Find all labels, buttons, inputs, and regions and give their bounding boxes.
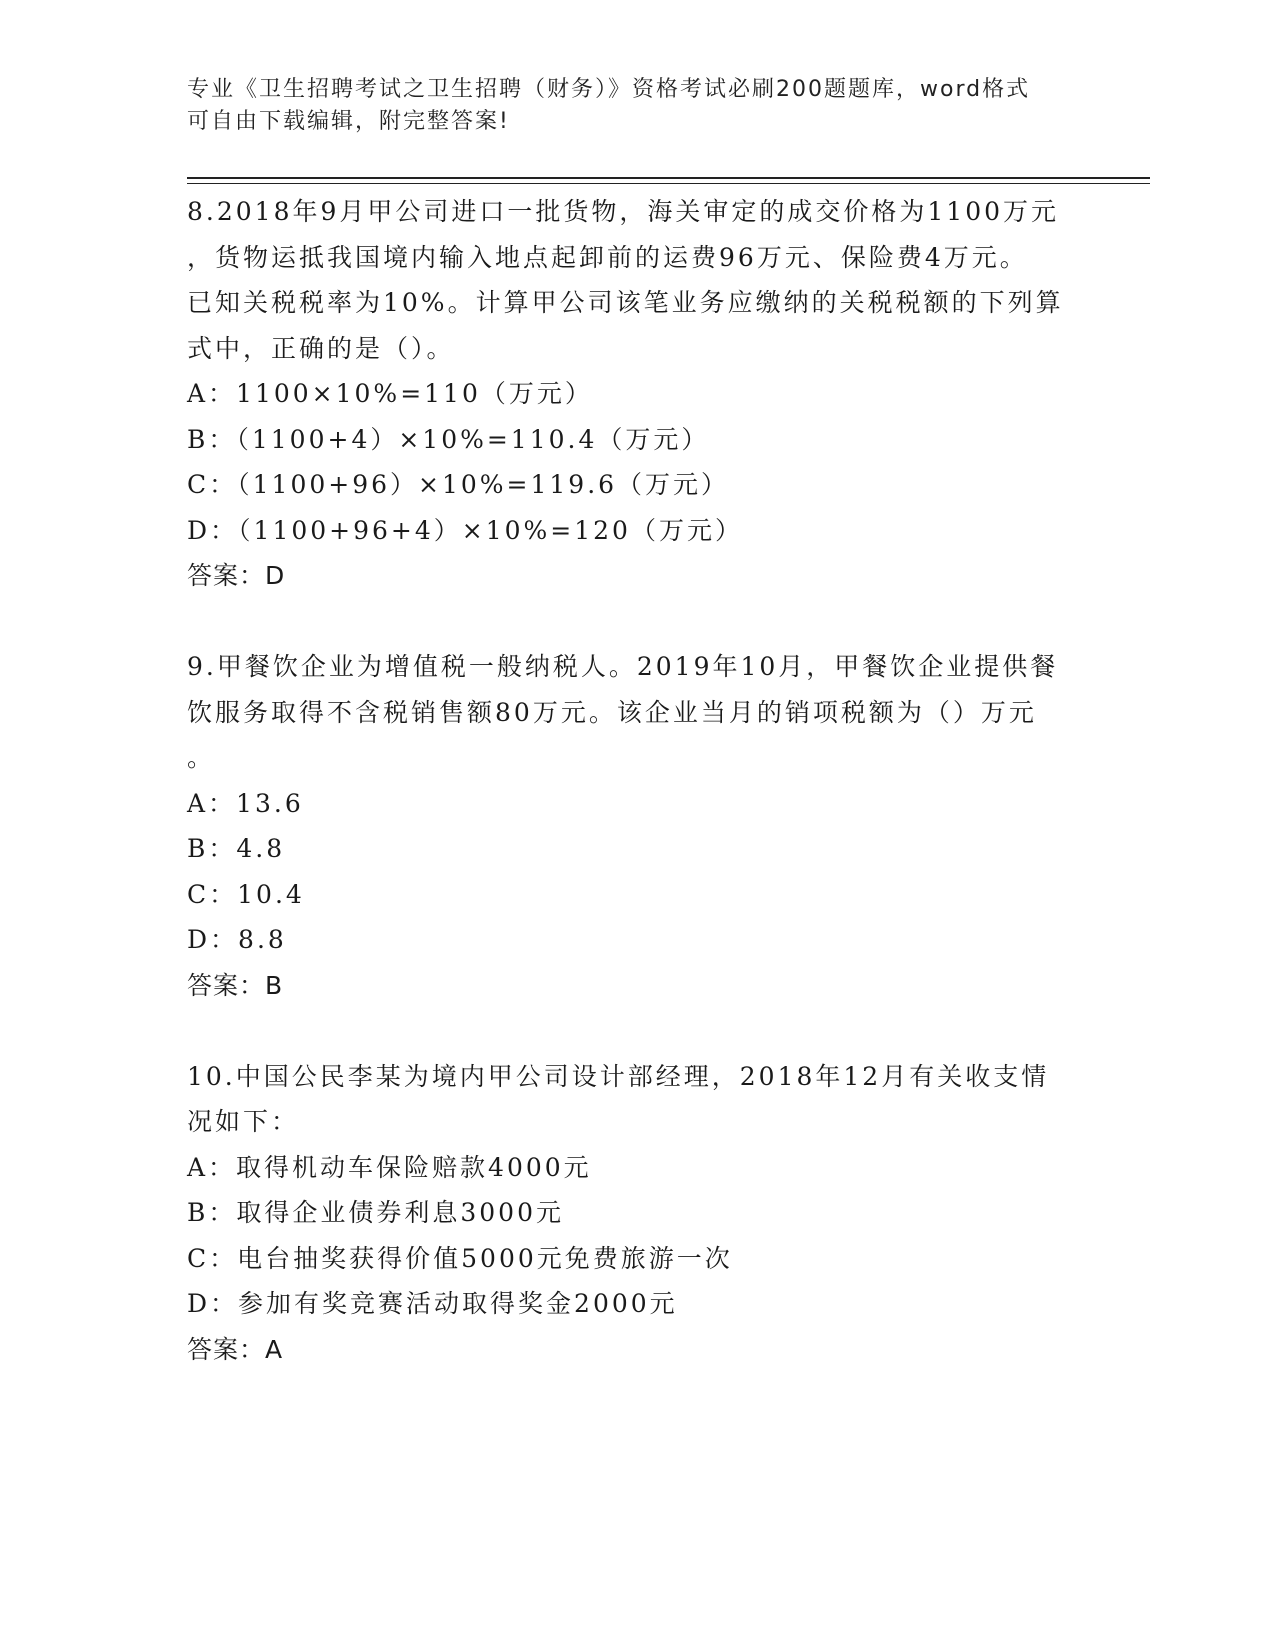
question-9 (187, 644, 1087, 1009)
option-c: C：10.4 (187, 879, 305, 909)
option-d: D：8.8 (187, 925, 287, 954)
header-line-1: 专业《卫生招聘考试之卫生招聘（财务）》资格考试必刷200题题库，word格式 (187, 77, 1031, 102)
question-text (187, 644, 1087, 781)
header-divider (187, 177, 1150, 179)
option-b: B：取得企业债券利息3000元 (187, 1198, 564, 1227)
option-a: A：1100×10%=110（万元） (187, 379, 593, 408)
question-line: 饮服务取得不含税销售额80万元。该企业当月的销项税额为（）万元 (187, 697, 1037, 727)
question-text (187, 189, 1087, 371)
question-line: 10.中国公民李某为境内甲公司设计部经理，2018年12月有关收支情 (187, 1061, 1050, 1091)
option-c: C：电台抽奖获得价值5000元免费旅游一次 (187, 1243, 733, 1273)
header-divider-thin (187, 183, 1150, 184)
question-line: 式中，正确的是（）。 (187, 333, 455, 363)
option-a: A：13.6 (187, 788, 304, 818)
question-text (187, 1054, 1087, 1145)
answer: 答案：A (187, 1334, 284, 1364)
question-8 (187, 189, 1087, 599)
answer: 答案：D (187, 561, 286, 590)
option-d: D：参加有奖竞赛活动取得奖金2000元 (187, 1289, 678, 1318)
question-10 (187, 1054, 1087, 1373)
question-list (187, 189, 1087, 1373)
answer: 答案：B (187, 970, 284, 1000)
spacer (187, 1009, 1087, 1054)
question-line: 8.2018年9月甲公司进口一批货物，海关审定的成交价格为1100万元 (187, 197, 1060, 226)
document-header (187, 74, 1087, 138)
option-b: B：4.8 (187, 834, 286, 863)
header-line-2: 可自由下载编辑，附完整答案! (187, 109, 510, 134)
spacer (187, 599, 1087, 644)
option-b: B：（1100+4）×10%=110.4（万元） (187, 424, 710, 454)
option-a: A：取得机动车保险赔款4000元 (187, 1152, 592, 1182)
question-line: 。 (187, 743, 216, 772)
option-d: D：（1100+96+4）×10%=120（万元） (187, 515, 743, 545)
question-line: 9.甲餐饮企业为增值税一般纳税人。2019年10月，甲餐饮企业提供餐 (187, 652, 1059, 681)
question-line: 况如下： (187, 1107, 300, 1136)
question-line: ，货物运抵我国境内输入地点起卸前的运费96万元、保险费4万元。 (187, 242, 1028, 272)
question-line: 已知关税税率为10%。计算甲公司该笔业务应缴纳的关税税额的下列算 (187, 288, 1064, 317)
option-c: C：（1100+96）×10%=119.6（万元） (187, 470, 730, 499)
